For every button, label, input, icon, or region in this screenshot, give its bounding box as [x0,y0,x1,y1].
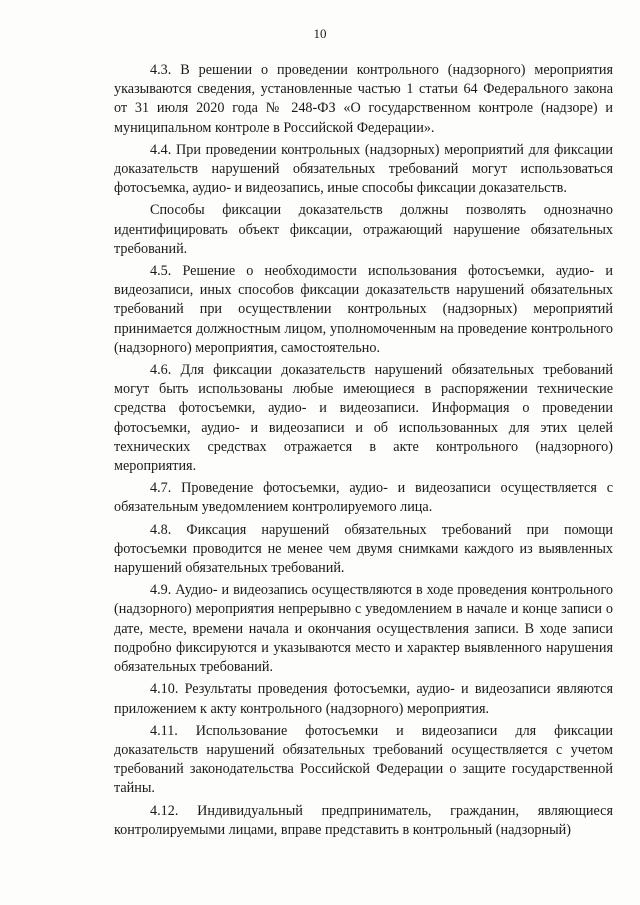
paragraph-4-6: 4.6. Для фиксации доказательств нарушений обязательных требований могут быть использованы любые имеющиеся в распоряжении технические средства фотосъемки, аудио- и видеозаписи. Информация о проведении фотосъемки, аудио- и видеозаписи и об использованных для этих целей технических средствах отражается в акте контрольного (надзорного) мероприятия. [114,362,613,475]
document-body [114,61,613,842]
paragraph-4-12: 4.12. Индивидуальный предприниматель, гражданин, являющиеся контролируемыми лицами, вправе представить в контрольный (надзорный) [114,802,613,838]
paragraph-4-10: 4.10. Результаты проведения фотосъемки, аудио- и видеозаписи являются приложением к акту контрольного (надзорного) мероприятия. [114,681,613,717]
paragraph-4-8: 4.8. Фиксация нарушений обязательных требований при помощи фотосъемки проводится не менее чем двумя снимками каждого из выявленных нарушений обязательных требований. [114,521,613,577]
paragraph-4-9: 4.9. Аудио- и видеозапись осуществляются в ходе проведения контрольного (надзорного) мероприятия непрерывно с уведомлением в начале и конце записи о дате, месте, времени начала и окончания осуществления записи. В ходе записи подробно фиксируются и указываются место и характер выявленного нарушения обязательных требований. [114,582,613,676]
paragraph-4-5: 4.5. Решение о необходимости использования фотосъемки, аудио- и видеозаписи, иных способов фиксации доказательств нарушений обязательных требований при осуществлении контрольных (надзорных) мероприятий принимается должностным лицом, уполномоченным на проведение контрольного (надзорного) мероприятия, самостоятельно. [114,263,613,356]
paragraph-4-3: 4.3. В решении о проведении контрольного (надзорного) мероприятия указываются сведения, установленные частью 1 статьи 64 Федерального закона от 31 июля 2020 года № 248-ФЗ «О государственном контроле (надзоре) и муниципальном контроле в Российской Федерации». [114,62,613,136]
page-number: 10 [313,26,327,41]
paragraph-4-11: 4.11. Использование фотосъемки и видеозаписи для фиксации доказательств нарушений обязательных требований осуществляется с учетом требований законодательства Российской Федерации о защите государственной тайны. [114,722,613,797]
paragraph-4-4: 4.4. При проведении контрольных (надзорных) мероприятий для фиксации доказательств нарушений обязательных требований могут использоваться фотосъемка, аудио- и видеозапись, иные способы фиксации доказательств. [114,141,613,197]
paragraph-4-7: 4.7. Проведение фотосъемки, аудио- и видеозаписи осуществляется с обязательным уведомлением контролируемого лица. [114,480,613,516]
paragraph-fixation-methods: Способы фиксации доказательств должны позволять однозначно идентифицировать объект фиксации, отражающий нарушение обязательных требований. [114,202,613,257]
